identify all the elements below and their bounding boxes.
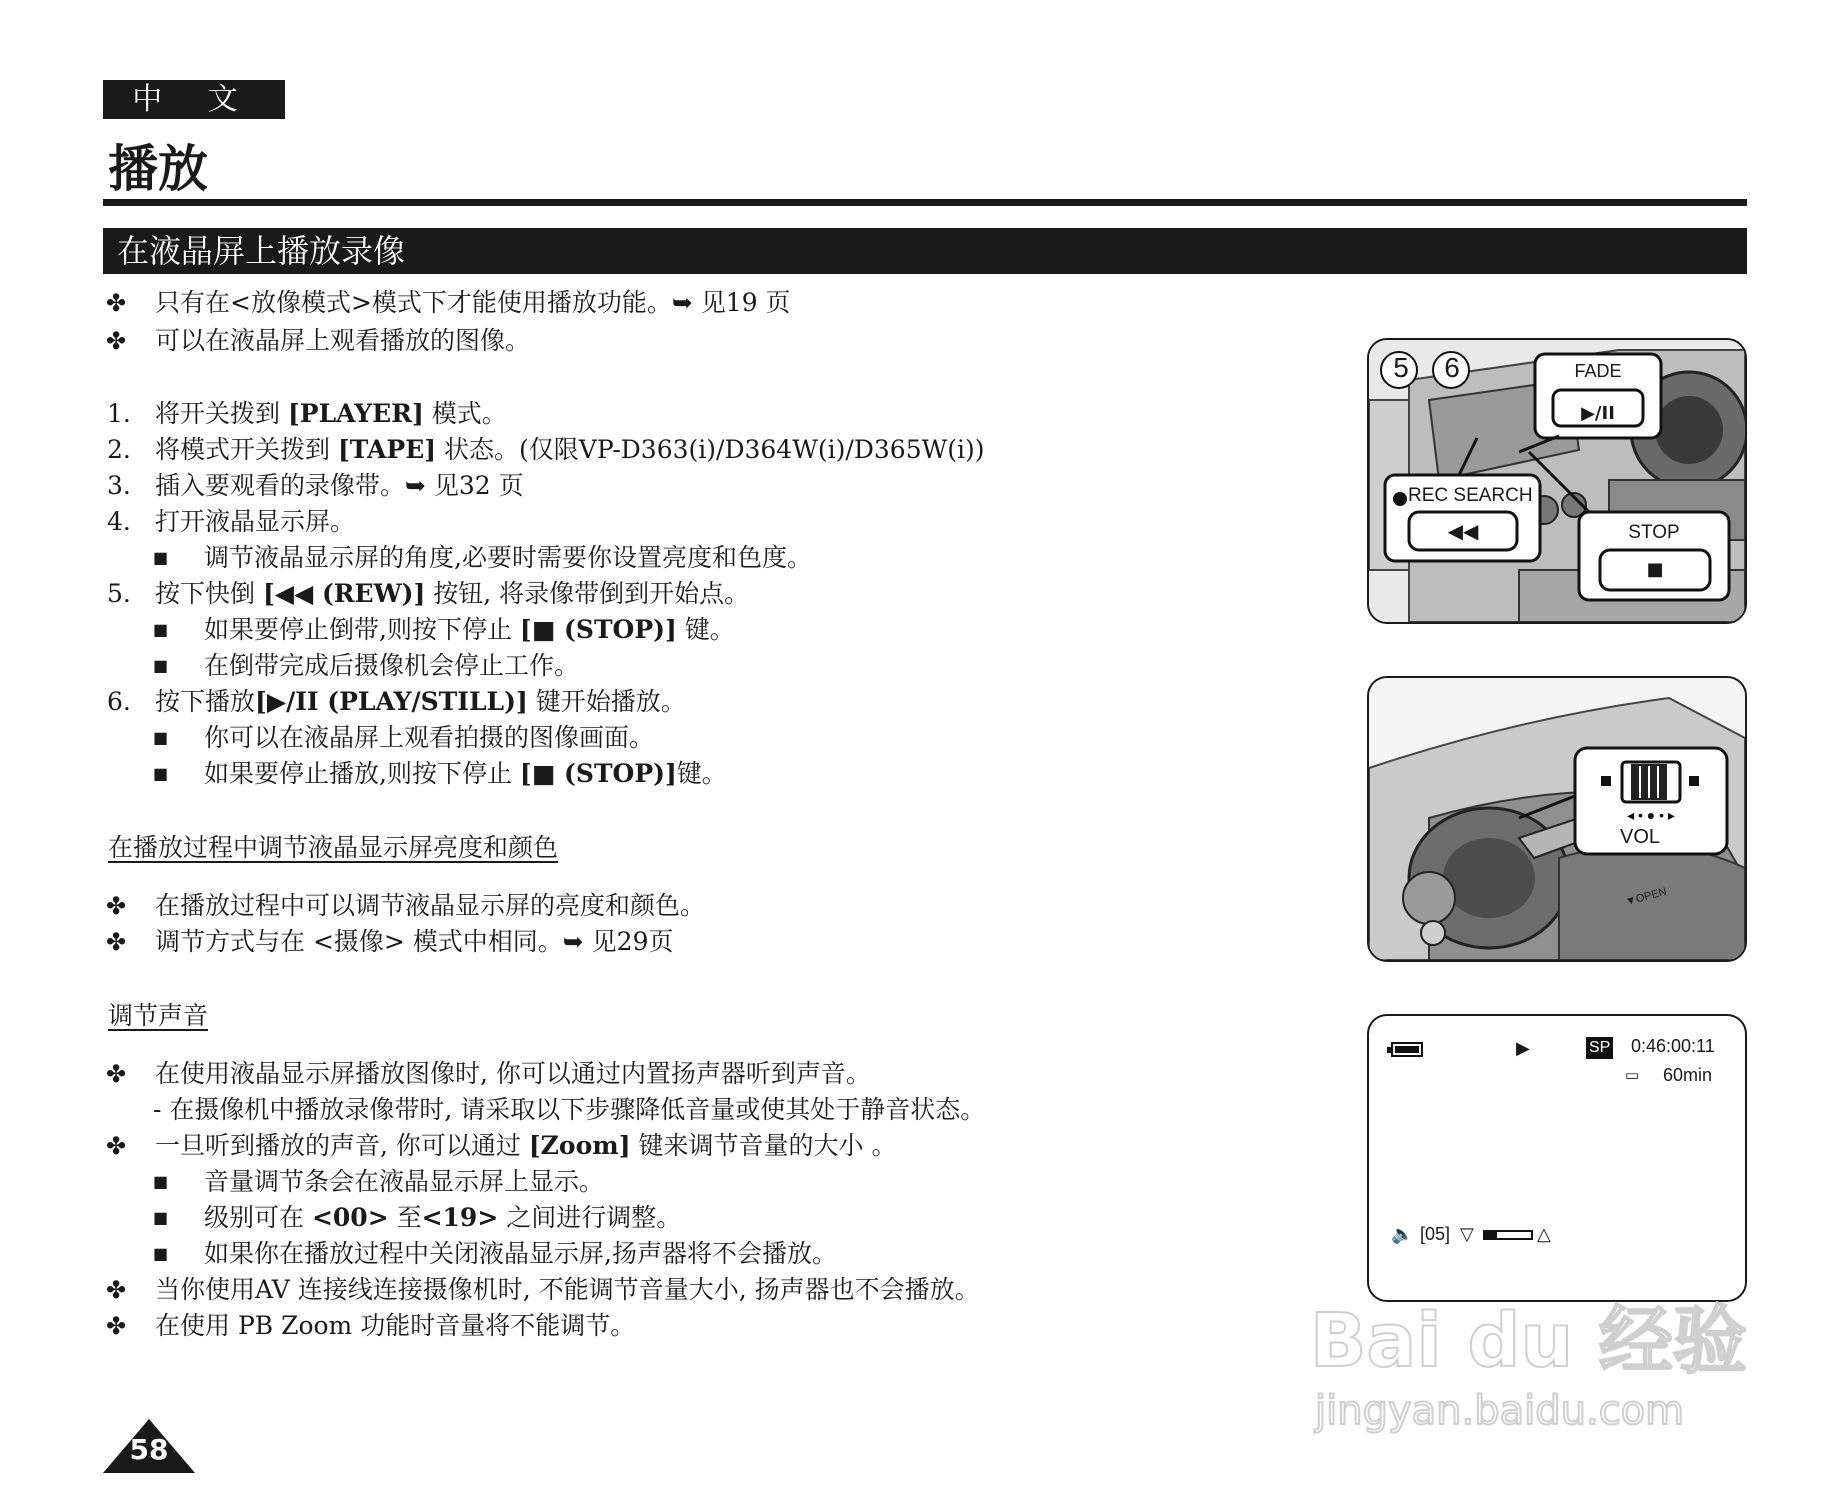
square-bullet: ■ (153, 620, 169, 639)
step-number: 4. (107, 507, 131, 536)
volume-note: 级别可在 <00> 至<19> 之间进行调整。 (204, 1203, 682, 1232)
square-bullet: ■ (153, 728, 169, 747)
volume-up-icon: △ (1537, 1224, 1551, 1244)
volume-note: 音量调节条会在液晶显示屏上显示。 (204, 1167, 605, 1196)
step-number: 5. (107, 579, 131, 608)
bullet-marker: ✤ (106, 327, 127, 355)
rec-search-label: REC SEARCH (1408, 485, 1533, 506)
volume-item: 当你使用AV 连接线连接摄像机时, 不能调节音量大小, 扬声器也不会播放。 (155, 1275, 980, 1304)
step-6-note: 你可以在液晶屏上观看拍摄的图像画面。 (204, 723, 655, 752)
language-tab: 中 文 (103, 80, 285, 119)
vol-label: VOL (1619, 826, 1661, 848)
speaker-icon: 🔈 (1391, 1224, 1414, 1244)
page-title: 播放 (108, 140, 208, 198)
page-number: 58 (129, 1433, 169, 1466)
cassette-icon: ▭ (1625, 1067, 1640, 1084)
square-bullet: ■ (153, 764, 169, 783)
brightness-heading: 在播放过程中调节液晶显示屏亮度和颜色 (108, 833, 559, 862)
intro-item: 只有在<放像模式>模式下才能使用播放功能。➥ 见19 页 (155, 288, 791, 317)
step-number: 3. (107, 471, 131, 500)
step-6-note: 如果要停止播放,则按下停止 [■ (STOP)]键。 (204, 759, 727, 788)
square-bullet: ■ (153, 656, 169, 675)
volume-subnote: - 在摄像机中播放录像带时, 请采取以下步骤降低音量或使其处于静音状态。 (153, 1095, 986, 1124)
step-1: 将开关拨到 [PLAYER] 模式。 (155, 399, 507, 428)
bullet-marker: ✤ (106, 928, 127, 956)
tape-remaining: 60min (1663, 1065, 1713, 1085)
watermark-url: jingyan.baidu.com (1315, 1388, 1685, 1434)
title-rule (103, 199, 1747, 206)
stop-button: ■ (1646, 559, 1664, 580)
fade-label: FADE (1574, 361, 1622, 381)
step-6: 按下播放[▶/II (PLAY/STILL)] 键开始播放。 (155, 687, 686, 716)
figure-volume-switch (1367, 676, 1747, 962)
bullet-marker: ✤ (106, 289, 127, 317)
volume-level: [05] (1420, 1224, 1451, 1244)
step-5-note: 在倒带完成后摄像机会停止工作。 (204, 651, 580, 680)
volume-down-icon: ▽ (1460, 1224, 1474, 1244)
camcorder-top-illustration (1369, 678, 1745, 960)
callout-number-6: 6 (1444, 352, 1460, 383)
square-bullet: ■ (153, 1172, 169, 1191)
square-bullet: ■ (153, 1208, 169, 1227)
bullet-marker: ✤ (106, 1276, 127, 1304)
volume-item: 一旦听到播放的声音, 你可以通过 [Zoom] 键来调节音量的大小 。 (155, 1131, 897, 1160)
intro-item: 可以在液晶屏上观看播放的图像。 (155, 326, 531, 355)
step-5-note: 如果要停止倒带,则按下停止 [■ (STOP)] 键。 (204, 615, 735, 644)
step-number: 2. (107, 435, 131, 464)
play-still-button: ▶/II (1581, 403, 1615, 424)
volume-heading: 调节声音 (108, 1001, 209, 1030)
step-number: 1. (107, 399, 131, 428)
step-2: 将模式开关拨到 [TAPE] 状态。(仅限VP-D363(i)/D364W(i)/D365W(i)) (155, 435, 985, 464)
volume-item: 在使用液晶显示屏播放图像时, 你可以通过内置扬声器听到声音。 (155, 1059, 871, 1088)
bullet-marker: ✤ (106, 1132, 127, 1160)
open-label: ▼OPEN (1624, 885, 1668, 909)
volume-slider-fill (1485, 1232, 1497, 1238)
step-4-note: 调节液晶显示屏的角度,必要时需要你设置亮度和色度。 (204, 543, 812, 572)
step-3: 插入要观看的录像带。➥ 见32 页 (155, 471, 524, 500)
battery-icon (1391, 1042, 1423, 1057)
rewind-button: ◀◀ (1447, 519, 1479, 543)
bullet-marker: ✤ (106, 1312, 127, 1340)
tape-speed-badge: SP (1586, 1037, 1613, 1059)
bullet-marker: ✤ (106, 1060, 127, 1088)
callout-number-5: 5 (1393, 352, 1409, 383)
volume-item: 在使用 PB Zoom 功能时音量将不能调节。 (155, 1311, 636, 1340)
square-bullet: ■ (153, 548, 169, 567)
play-icon: ▶ (1516, 1038, 1530, 1058)
timecode: 0:46:00:11 (1631, 1036, 1715, 1056)
step-number: 6. (107, 687, 131, 716)
volume-note: 如果你在播放过程中关闭液晶显示屏,扬声器将不会播放。 (204, 1239, 837, 1268)
baidu-watermark: Bai du 经验 (1310, 1298, 1747, 1384)
bullet-marker: ✤ (106, 892, 127, 920)
stop-label: STOP (1628, 522, 1680, 543)
step-4: 打开液晶显示屏。 (155, 507, 356, 536)
svg-text:◂ • ● • ▸: ◂ • ● • ▸ (1627, 807, 1675, 823)
figure-lcd-display (1367, 1014, 1747, 1302)
step-5: 按下快倒 [◀◀ (REW)] 按钮, 将录像带倒到开始点。 (155, 579, 750, 608)
brightness-item: 调节方式与在 <摄像> 模式中相同。➥ 见29页 (155, 927, 674, 956)
square-bullet: ■ (153, 1244, 169, 1263)
volume-slider (1483, 1230, 1533, 1240)
section-title: 在液晶屏上播放录像 (103, 228, 1747, 274)
brightness-item: 在播放过程中可以调节液晶显示屏的亮度和颜色。 (155, 891, 706, 920)
